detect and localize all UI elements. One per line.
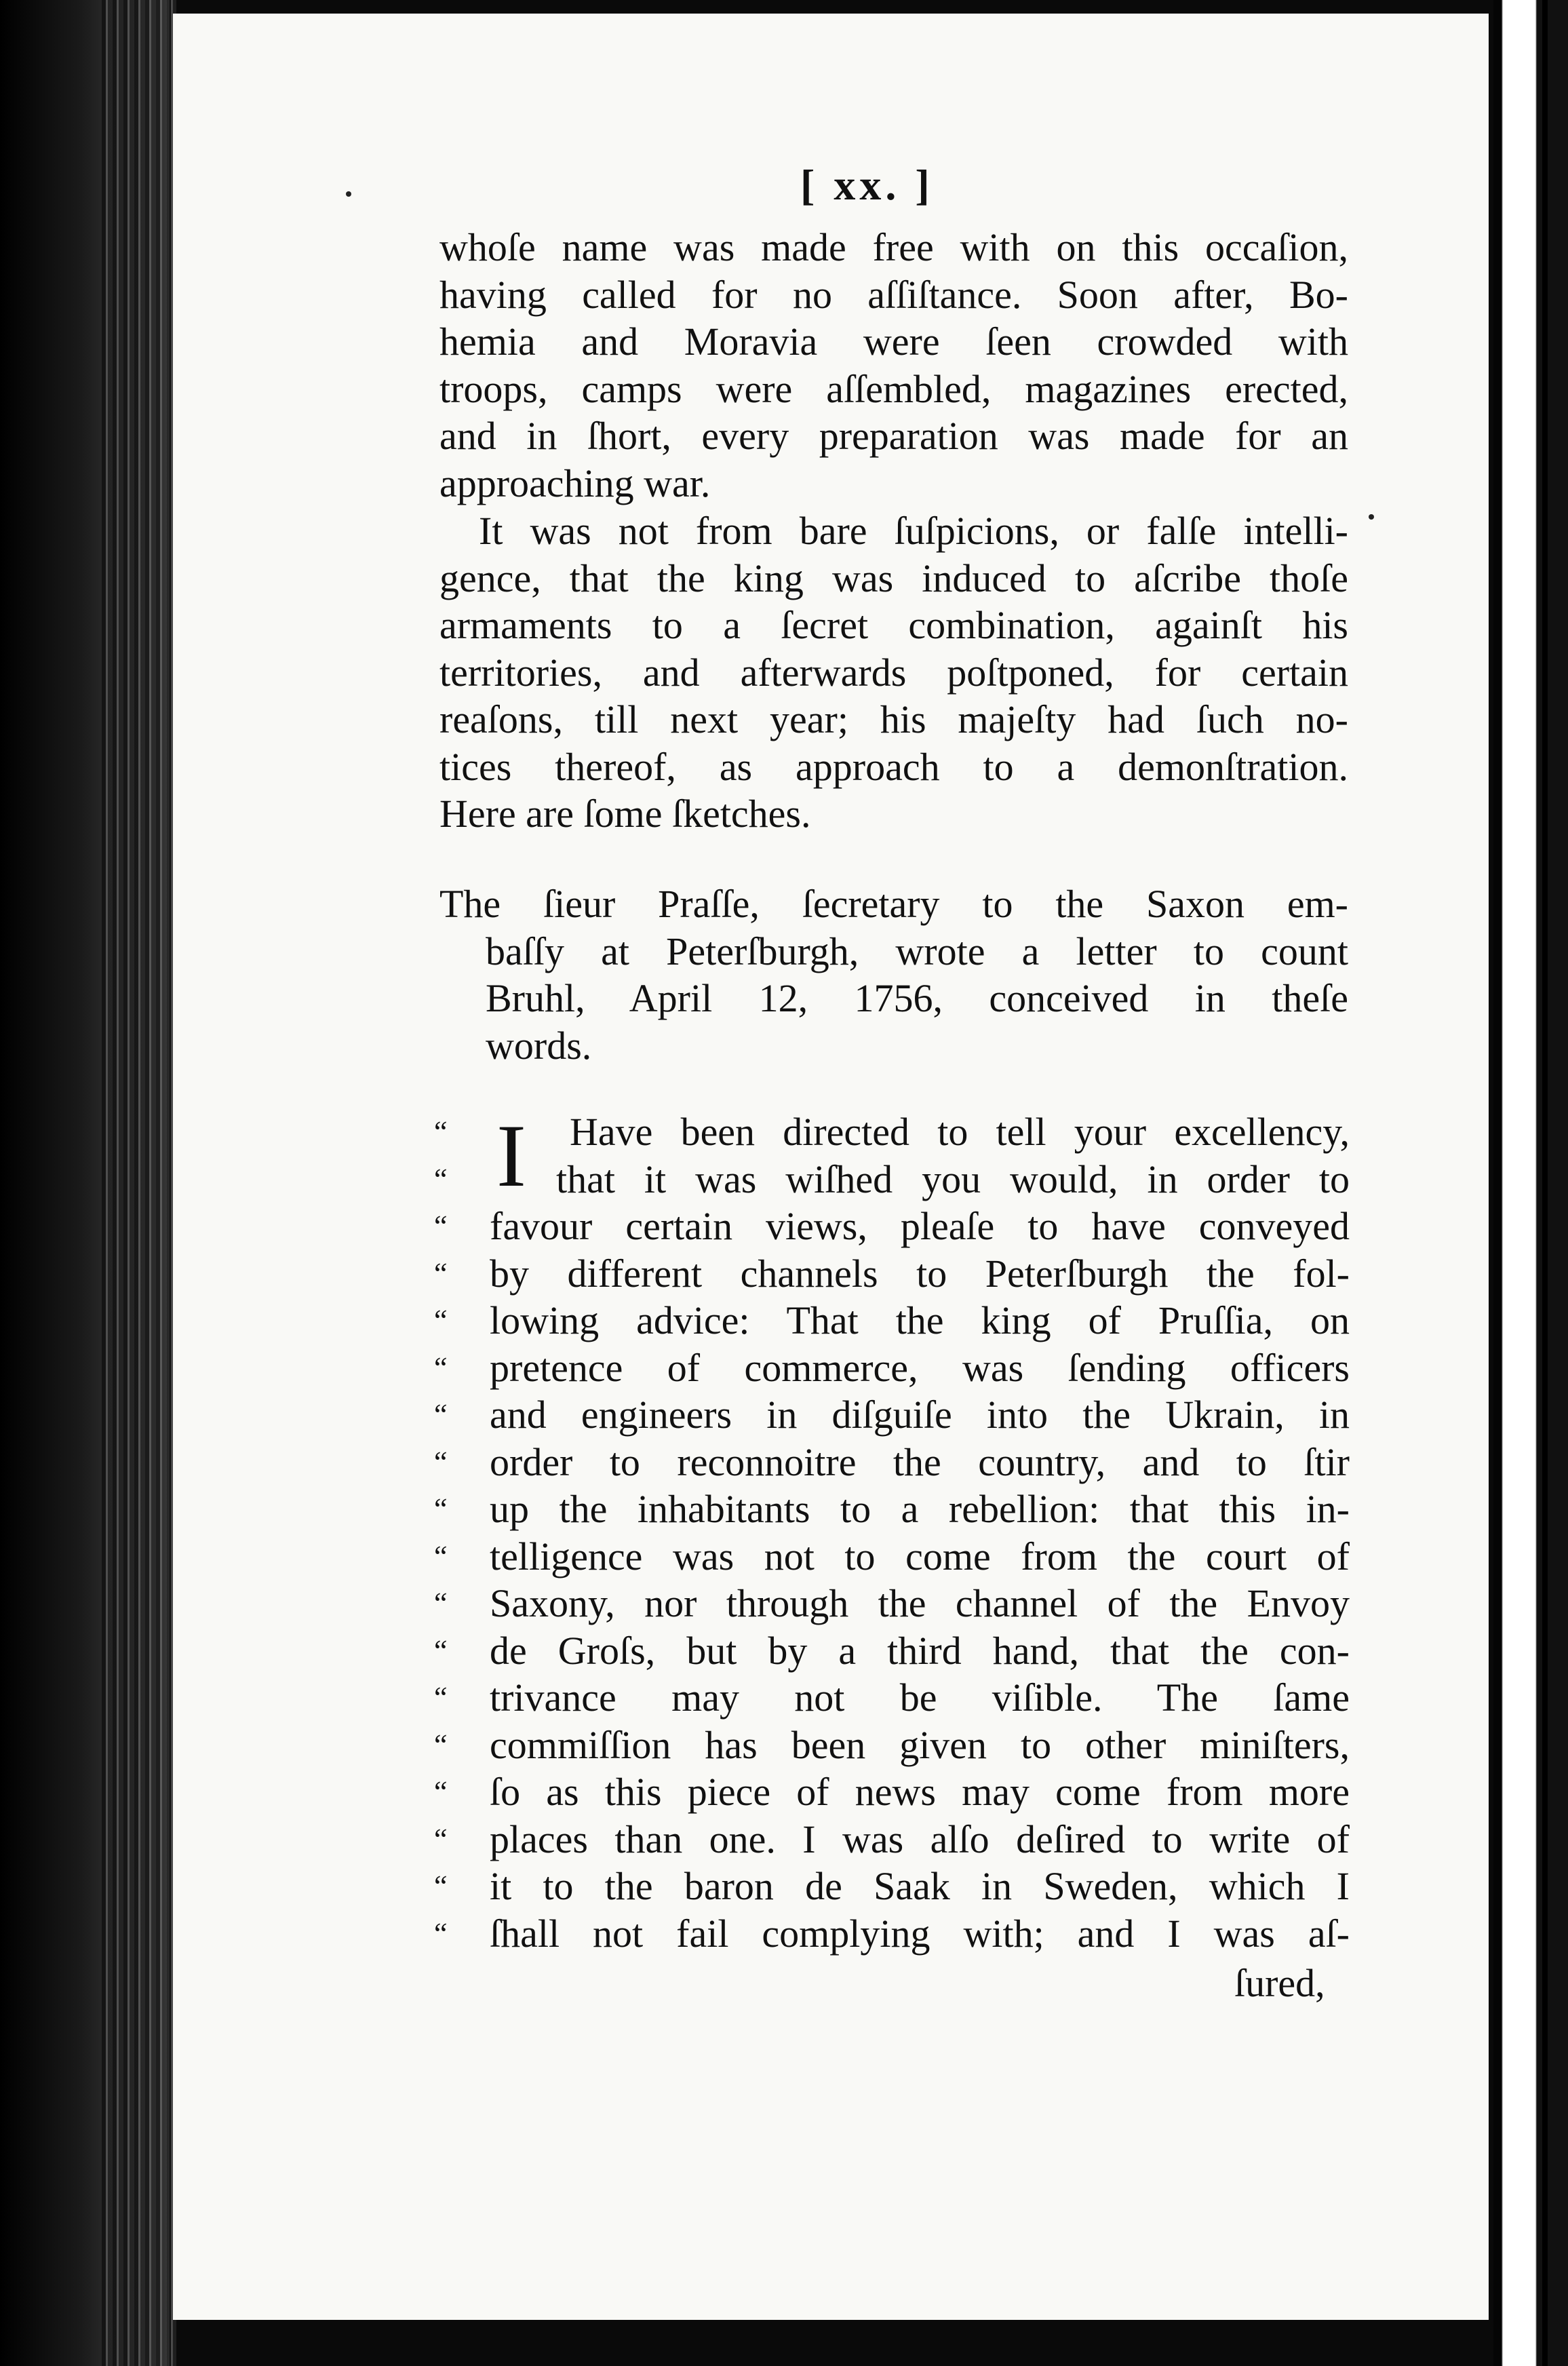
quote-line	[434, 1580, 1350, 1627]
quote-mark: “	[434, 1256, 448, 1290]
text-line: hemia and Moravia were ſeen crowded with	[439, 319, 1348, 364]
quote-line	[434, 1108, 1350, 1156]
quote-text: by different channels to Peterſburgh the fol-	[490, 1251, 1350, 1296]
quote-text: commiſſion has been given to other miniſters,	[490, 1722, 1350, 1767]
text-line: The ſieur Praſſe, ſecretary to the Saxon em-	[439, 882, 1348, 926]
quote-text: that it was wiſhed you would, in order to	[556, 1157, 1350, 1201]
quote-text: ſhall not fail complying with; and I was aſ-	[490, 1911, 1350, 1956]
quote-text: places than one. I was alſo deſired to write of	[490, 1817, 1350, 1861]
quote-line	[434, 1627, 1350, 1675]
quote-line	[434, 1203, 1350, 1250]
quote-mark: “	[434, 1162, 448, 1196]
text-line: gence, that the king was induced to aſcribe thoſe	[439, 556, 1348, 600]
text-line: tices thereof, as approach to a demonſtration.	[439, 744, 1348, 789]
quote-line	[434, 1156, 1350, 1203]
quote-text: pretence of commerce, was ſending officers	[490, 1345, 1350, 1390]
quote-mark: “	[434, 1728, 448, 1762]
quote-mark: “	[434, 1398, 448, 1431]
quote-line	[434, 1863, 1350, 1910]
quote-mark: “	[434, 1587, 448, 1620]
quoted-letter	[434, 1108, 1350, 1957]
quote-mark: “	[434, 1633, 448, 1667]
facing-page-gutter	[1542, 0, 1548, 2366]
quote-text: up the inhabitants to a rebellion: that this in-	[490, 1487, 1350, 1531]
quote-line	[434, 1250, 1350, 1298]
facing-page-edge	[1493, 0, 1568, 2366]
ink-speck	[1369, 514, 1374, 520]
text-line: Here are ſome ſketches.	[439, 792, 811, 836]
text-line: It was not from bare ſuſpicions, or falſe intelli-	[479, 509, 1348, 553]
text-line: baſſy at Peterſburgh, wrote a letter to count	[486, 929, 1348, 973]
quote-line	[434, 1910, 1350, 1958]
drop-cap: I	[496, 1106, 526, 1205]
paragraph-3	[439, 880, 1348, 1069]
text-line: armaments to a ſecret combination, againſt his	[439, 603, 1348, 647]
ink-speck	[346, 191, 351, 197]
quote-mark: “	[434, 1304, 448, 1337]
page-edges	[102, 0, 176, 2366]
quote-text: trivance may not be viſible. The ſame	[490, 1675, 1350, 1720]
text-line: having called for no aſſiſtance. Soon after, Bo-	[439, 272, 1348, 317]
text-line: words.	[486, 1023, 592, 1068]
quote-line	[434, 1533, 1350, 1580]
text-line: approaching war.	[439, 461, 711, 505]
quote-text: telligence was not to come from the court of	[490, 1534, 1350, 1578]
quote-mark: “	[434, 1351, 448, 1384]
quote-mark: “	[434, 1916, 448, 1950]
quote-text: order to reconnoitre the country, and to ſtir	[490, 1439, 1350, 1484]
quote-line	[434, 1722, 1350, 1769]
quote-line	[434, 1391, 1350, 1439]
quote-mark: “	[434, 1539, 448, 1573]
quote-mark: “	[434, 1445, 448, 1479]
quote-mark: “	[434, 1115, 448, 1148]
quote-line	[434, 1816, 1350, 1863]
quote-mark: “	[434, 1775, 448, 1808]
quote-text: it to the baron de Saak in Sweden, which I	[490, 1864, 1350, 1908]
quote-text: ſo as this piece of news may come from more	[490, 1770, 1350, 1814]
quote-mark: “	[434, 1209, 448, 1243]
quote-line	[434, 1674, 1350, 1722]
quote-line	[434, 1486, 1350, 1533]
quote-mark: “	[434, 1822, 448, 1856]
text-line: whoſe name was made free with on this occaſion,	[439, 225, 1348, 269]
quote-mark: “	[434, 1492, 448, 1526]
paragraph-2	[439, 507, 1348, 838]
quote-line	[434, 1344, 1350, 1392]
quote-text: de Groſs, but by a third hand, that the con-	[490, 1628, 1350, 1673]
text-line: Bruhl, April 12, 1756, conceived in theſe	[486, 976, 1348, 1020]
quote-mark: “	[434, 1869, 448, 1903]
quote-text: Saxony, nor through the channel of the Envoy	[490, 1581, 1350, 1625]
quote-line	[434, 1768, 1350, 1816]
text-line: territories, and afterwards poſtponed, for certain	[439, 650, 1348, 695]
text-line: reaſons, till next year; his majeſty had ſuch no-	[439, 697, 1348, 741]
quote-line	[434, 1297, 1350, 1344]
quote-mark: “	[434, 1681, 448, 1714]
text-line: troops, camps were aſſembled, magazines erected,	[439, 366, 1348, 411]
quote-text: Have been directed to tell your excellency,	[570, 1110, 1350, 1154]
catchword: ſured,	[1234, 1961, 1325, 2005]
page-number-header: [ xx. ]	[800, 161, 934, 209]
text-line: and in ſhort, every preparation was made for an	[439, 414, 1348, 458]
paragraph-1	[439, 224, 1348, 507]
quote-text: favour certain views, pleaſe to have conveyed	[490, 1204, 1350, 1248]
quote-text: lowing advice: That the king of Pruſſia, on	[490, 1298, 1350, 1342]
quote-line	[434, 1439, 1350, 1486]
quote-text: and engineers in diſguiſe into the Ukrain, in	[490, 1393, 1350, 1437]
